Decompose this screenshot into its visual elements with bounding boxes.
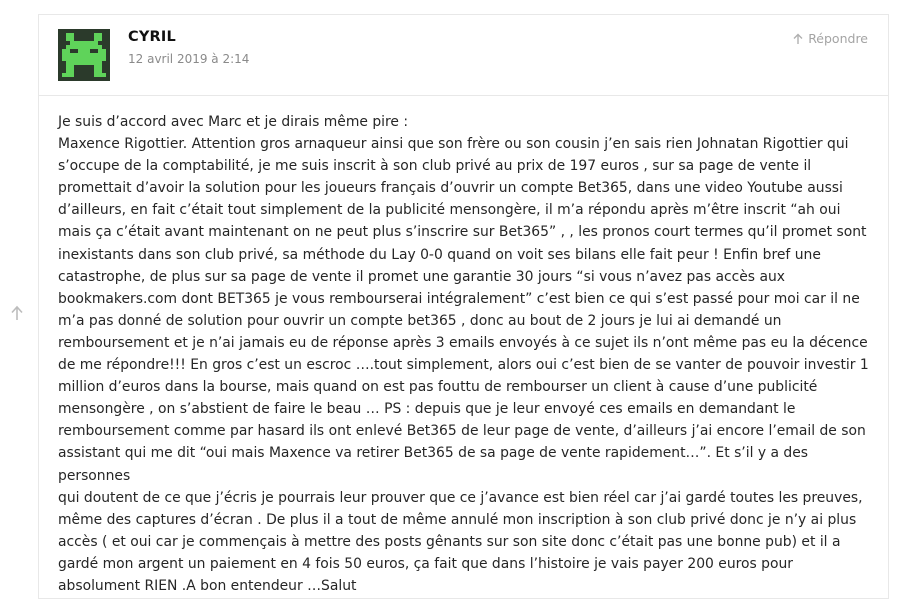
comment-text-line: de me répondre!!! En gros c’est un escroc ….tout simplement, alors oui c’est bien de se vanter de pouvoir investir 1 — [58, 357, 869, 374]
comment-text-line: Maxence Rigottier. Attention gros arnaqueur ainsi que son frère ou son cousin j’en sais rien Johnatan Rigottier qui — [58, 136, 849, 153]
reply-button[interactable] — [792, 31, 868, 46]
comment-card — [38, 14, 889, 599]
reply-label: Répondre — [808, 31, 868, 46]
comment-text-line: mensongère , on s’abstient de faire le beau … PS : depuis que je leur envoyé ces emails en demandant le — [58, 401, 796, 418]
arrow-up-icon[interactable] — [10, 305, 24, 321]
comment-author: CYRIL — [128, 29, 176, 45]
comment-header — [39, 15, 888, 96]
comment-text-line: remboursement comme par hasard ils ont enlevé Bet365 de leur page de vente, d’ailleurs j’ai encore l’email de son — [58, 423, 866, 440]
comment-text-line: promettait d’avoir la solution pour les joueurs français d’ouvrir un compte Bet365, dans une video Youtube aussi — [58, 180, 843, 197]
comment-date[interactable]: 12 avril 2019 à 2:14 — [128, 52, 250, 66]
comment-text-line: inexistants dans son club privé, sa méthode du Lay 0-0 quand on voit ses bilans elle fait peur ! Enfin bref une — [58, 246, 821, 263]
comment-text-line: accès ( et oui car je commençais à mettre des posts gênants sur son site donc c’était pas une bonne pub) et il a — [58, 533, 841, 550]
comment-text-line: d’ailleurs, en fait c’était tout simplement de la publicité mensongère, il m’a répondu après m’être inscrit “ah oui — [58, 202, 841, 219]
comment-text-line: même des captures d’écran . De plus il a tout de même annulé mon inscription à son club privé donc je n’y ai plus — [58, 511, 857, 528]
avatar — [58, 29, 110, 81]
comment-text-line: absolument RIEN .A bon entendeur …Salut — [58, 577, 357, 594]
comment-text-line: gardé mon argent un paiement en 4 fois 50 euros, ça fait que dans l’histoire je vais payer 200 euros pour — [58, 555, 794, 572]
comment-text-line: Je suis d’accord avec Marc et je dirais même pire : — [58, 114, 409, 130]
comment-text-line: bookmakers.com dont BET365 je vous rembourserai intégralement” c’est bien ce qui s’est passé pour moi car il ne — [58, 290, 860, 307]
comment-body — [58, 111, 870, 597]
comment-text-line: qui doutent de ce que j’écris je pourrais leur prouver que ce j’avance est bien réel car j’ai gardé toutes les preuves, — [58, 489, 863, 506]
comment-text-line: million d’euros dans la bourse, mais quand on est pas fouttu de rembourser un client à cause d’une publicité — [58, 379, 818, 396]
comment-text-line: remboursement et je n’ai jamais eu de réponse après 3 emails envoyés à ce sujet ils n’ont même pas eu la décence — [58, 334, 868, 351]
comment-text-line: m’a pas donné de solution pour ouvrir un compte bet365 , donc au bout de 2 jours je lui ai demandé un — [58, 312, 782, 329]
comment-text-line: catastrophe, de plus sur sa page de vente il promet une garantie 30 jours “si vous n’avez pas accès aux — [58, 268, 785, 285]
comment-text-line: s’occupe de la comptabilité, je me suis inscrit à son club privé au prix de 197 euros , sur sa page de vente il — [58, 158, 812, 175]
comment-text-line: mais ça c’était avant maintenant on ne peut plus s’inscrire sur Bet365” , , les pronos court termes qu’il promet sont — [58, 224, 867, 241]
comment-text-line: assistant qui me dit “oui mais Maxence va retirer Bet365 de sa page de vente rapidement…”. Et s’il y a des personnes — [58, 445, 809, 484]
arrow-up-icon — [792, 33, 804, 45]
